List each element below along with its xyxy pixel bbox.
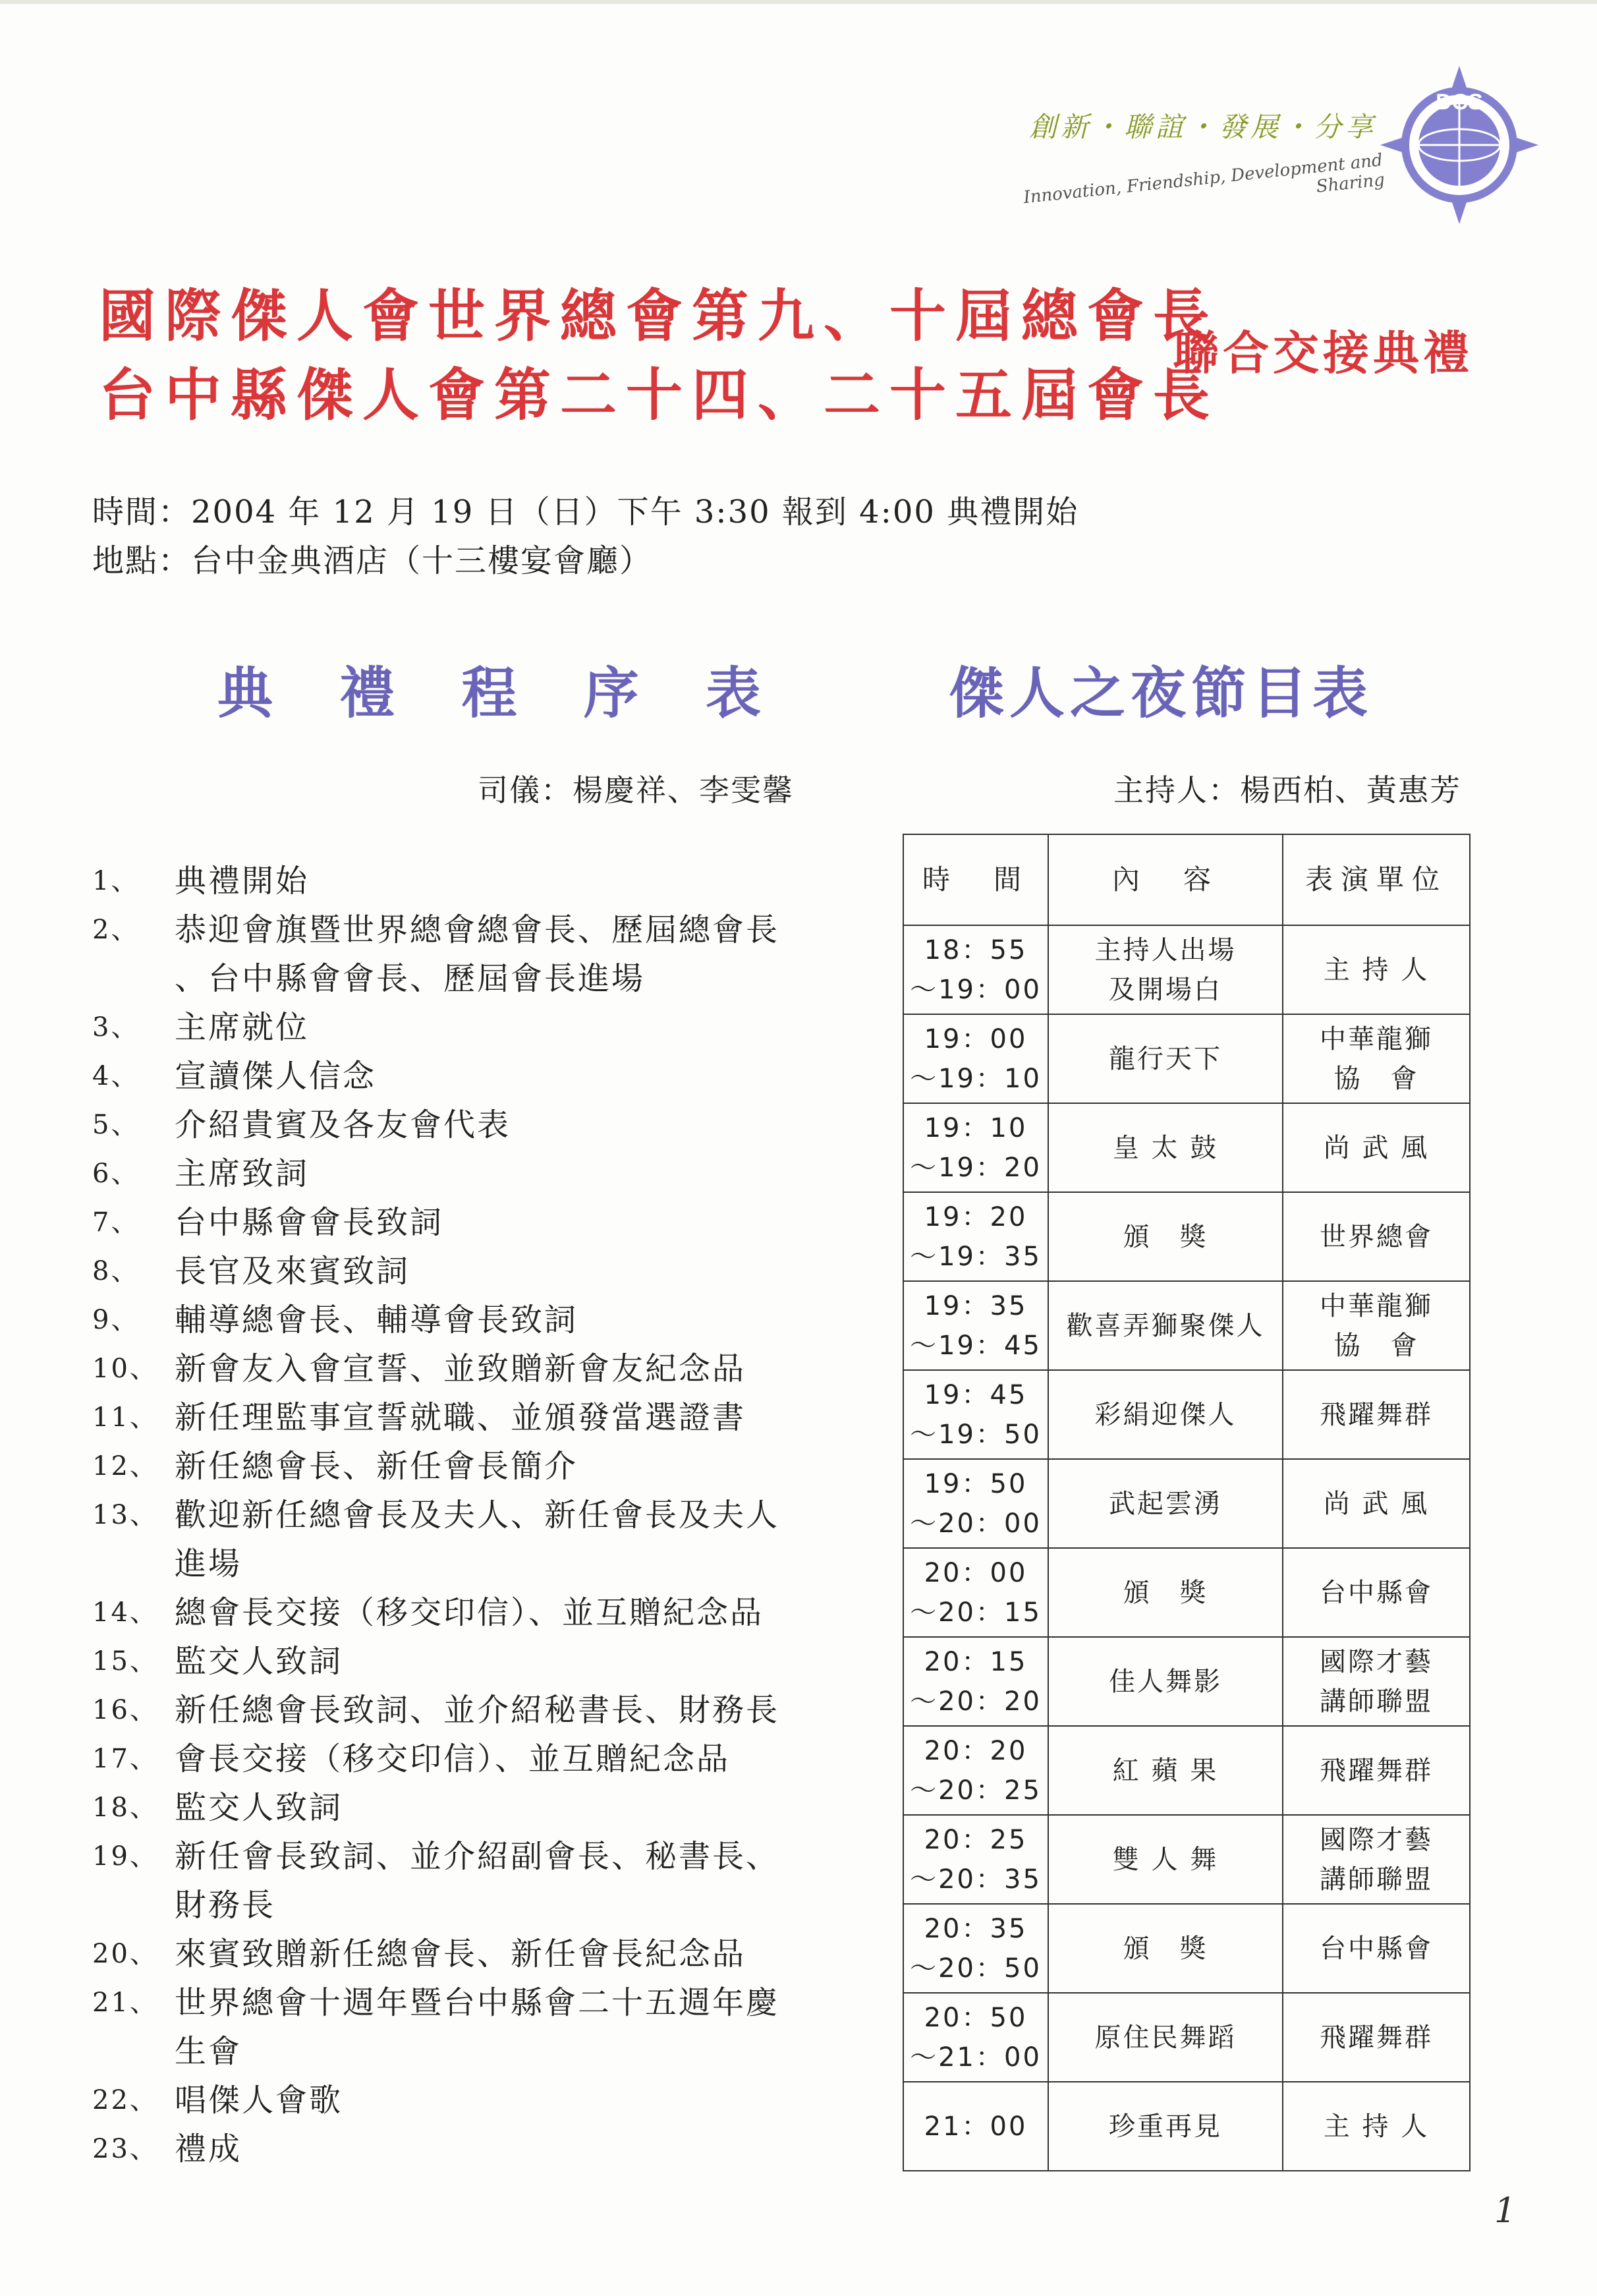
cell-performer: 世界總會: [1283, 1192, 1470, 1281]
cell-time: 20：25 ～20：35: [903, 1815, 1048, 1904]
top-edge-line: [0, 0, 1597, 4]
item-text: 財務長: [175, 1887, 276, 1924]
cell-content: 武起雲湧: [1048, 1459, 1283, 1548]
list-item: [92, 1149, 850, 1198]
item-number: 13、: [92, 1500, 158, 1530]
list-item: [92, 1637, 850, 1686]
list-item: [92, 1930, 850, 1978]
item-number: [92, 2027, 175, 2076]
cell-content: 頒 獎: [1048, 1192, 1283, 1281]
cell-content: 頒 獎: [1048, 1904, 1283, 1993]
cell-performer: 主 持 人: [1283, 925, 1470, 1014]
table-row: [903, 1014, 1470, 1103]
cell-time: 20：00 ～20：15: [903, 1548, 1048, 1637]
item-text: 世界總會十週年暨台中縣會二十五週年慶: [175, 1984, 780, 2021]
item-number: 12、: [92, 1451, 158, 1481]
cell-performer: 國際才藝 講師聯盟: [1283, 1815, 1470, 1904]
item-number: 3、: [92, 1012, 140, 1043]
item-number: 1、: [92, 866, 140, 896]
table-row: [903, 1726, 1470, 1815]
emcee-line: 司儀：楊慶祥、李雯馨: [478, 772, 794, 808]
evening-heading: 傑人之夜節目表: [949, 660, 1374, 726]
cell-performer: 台中縣會: [1283, 1548, 1470, 1637]
list-item: [92, 2027, 850, 2076]
table-row: [903, 1815, 1470, 1904]
list-item: [92, 1588, 850, 1637]
item-number: 9、: [92, 1305, 140, 1335]
table-row: [903, 1637, 1470, 1726]
item-text: 生會: [175, 2033, 242, 2070]
cell-content: 原住民舞蹈: [1048, 1993, 1283, 2082]
item-number: 22、: [92, 2085, 158, 2115]
item-text: 新任總會長致詞、並介紹秘書長、財務長: [175, 1692, 780, 1729]
item-text: 典禮開始: [175, 863, 310, 900]
item-number: 14、: [92, 1597, 158, 1628]
dcs-logo: [1380, 66, 1538, 224]
evening-schedule-table: [903, 834, 1471, 2171]
cell-performer: 中華龍獅 協 會: [1283, 1281, 1470, 1370]
cell-time: 19：00 ～19：10: [903, 1014, 1048, 1103]
ceremony-program-list: [92, 857, 850, 2173]
logo-text: DCS: [1436, 90, 1483, 115]
item-number: 23、: [92, 2134, 158, 2164]
cell-performer: 飛躍舞群: [1283, 1370, 1470, 1459]
cell-performer: 國際才藝 講師聯盟: [1283, 1637, 1470, 1726]
list-item: [92, 1832, 850, 1881]
title-line-1: 國際傑人會世界總會第九、十屆總會長: [99, 283, 1219, 349]
event-place: 地點：台中金典酒店（十三樓宴會廳）: [92, 542, 653, 579]
cell-performer: 尚 武 風: [1283, 1103, 1470, 1192]
cell-time: 19：10 ～19：20: [903, 1103, 1048, 1192]
title-ceremony-name: 聯合交接典禮: [1173, 326, 1473, 380]
item-text: 主席致詞: [175, 1155, 310, 1192]
table-row: [903, 2082, 1470, 2171]
item-number: 2、: [92, 915, 140, 945]
list-item: [92, 2076, 850, 2125]
list-item: [92, 954, 850, 1003]
table-row: [903, 1370, 1470, 1459]
list-item: [92, 1735, 850, 1783]
column-header-performer: 表演單位: [1283, 834, 1470, 925]
cell-time: 19：20 ～19：35: [903, 1192, 1048, 1281]
table-header-row: [903, 834, 1470, 925]
item-text: 進場: [175, 1545, 242, 1582]
list-item: [92, 1198, 850, 1247]
table-row: [903, 1103, 1470, 1192]
cell-time: 20：15 ～20：20: [903, 1637, 1048, 1726]
cell-content: 彩絹迎傑人: [1048, 1370, 1283, 1459]
item-number: 16、: [92, 1695, 158, 1725]
cell-time: 20：50 ～21：00: [903, 1993, 1048, 2082]
cell-time: 20：20 ～20：25: [903, 1726, 1048, 1815]
list-item: [92, 1539, 850, 1588]
item-text: 禮成: [175, 2131, 242, 2167]
cell-performer: 飛躍舞群: [1283, 1993, 1470, 2082]
list-item: [92, 1052, 850, 1101]
list-item: [92, 905, 850, 954]
cell-time: 19：35 ～19：45: [903, 1281, 1048, 1370]
ceremony-heading: 典 禮 程 序 表: [217, 660, 785, 726]
list-item: [92, 1686, 850, 1735]
item-text: 新會友入會宣誓、並致贈新會友紀念品: [175, 1350, 746, 1387]
item-text: 主席就位: [175, 1009, 310, 1046]
table-row: [903, 1192, 1470, 1281]
evening-host-line: 主持人：楊西柏、黃惠芳: [1113, 772, 1461, 808]
cell-time: 19：45 ～19：50: [903, 1370, 1048, 1459]
item-text: 歡迎新任總會長及夫人、新任會長及夫人: [175, 1497, 780, 1534]
column-header-content: 內 容: [1048, 834, 1283, 925]
cell-content: 珍重再見: [1048, 2082, 1283, 2171]
cell-content: 頒 獎: [1048, 1548, 1283, 1637]
cell-content: 雙 人 舞: [1048, 1815, 1283, 1904]
table-row: [903, 1459, 1470, 1548]
column-header-time: 時 間: [903, 834, 1048, 925]
title-line-2: 台中縣傑人會第二十四、二十五屆會長: [99, 362, 1219, 428]
item-text: 唱傑人會歌: [175, 2082, 343, 2119]
list-item: [92, 857, 850, 905]
list-item: [92, 1978, 850, 2027]
cell-content: 佳人舞影: [1048, 1637, 1283, 1726]
list-item: [92, 1393, 850, 1442]
cell-content: 主持人出場 及開場白: [1048, 925, 1283, 1014]
list-item: [92, 1783, 850, 1832]
table-row: [903, 1281, 1470, 1370]
item-text: 總會長交接（移交印信）、並互贈紀念品: [175, 1594, 764, 1631]
cell-performer: 台中縣會: [1283, 1904, 1470, 1993]
item-number: 21、: [92, 1988, 158, 2018]
item-number: 6、: [92, 1159, 140, 1189]
cell-performer: 中華龍獅 協 會: [1283, 1014, 1470, 1103]
cell-time: 19：50 ～20：00: [903, 1459, 1048, 1548]
item-text: 監交人致詞: [175, 1789, 343, 1826]
motto-chinese: 創新・聯誼・發展・分享: [1028, 111, 1377, 143]
list-item: [92, 2125, 850, 2173]
item-number: 4、: [92, 1061, 140, 1091]
list-item: [92, 1491, 850, 1539]
item-number: 10、: [92, 1354, 158, 1384]
item-number: [92, 1539, 175, 1588]
list-item: [92, 1247, 850, 1296]
cell-performer: 尚 武 風: [1283, 1459, 1470, 1548]
page-number: 1: [1494, 2191, 1517, 2231]
list-item: [92, 1442, 850, 1491]
cell-time: 21：00: [903, 2082, 1048, 2171]
table-row: [903, 925, 1470, 1014]
motto-english: Innovation, Friendship, Development and Sharing: [1023, 150, 1386, 208]
item-number: 8、: [92, 1256, 140, 1286]
cell-content: 歡喜弄獅聚傑人: [1048, 1281, 1283, 1370]
table-row: [903, 1548, 1470, 1637]
cell-content: 紅 蘋 果: [1048, 1726, 1283, 1815]
event-time: 時間：2004 年 12 月 19 日（日）下午 3:30 報到 4:00 典禮開始: [92, 494, 1079, 531]
cell-content: 皇 太 鼓: [1048, 1103, 1283, 1192]
item-number: 5、: [92, 1110, 140, 1140]
item-text: 恭迎會旗暨世界總會總會長、歷屆總會長: [175, 911, 780, 948]
list-item: [92, 1881, 850, 1930]
item-text: 來賓致贈新任總會長、新任會長紀念品: [175, 1936, 746, 1972]
item-number: 20、: [92, 1939, 158, 1969]
cell-time: 20：35 ～20：50: [903, 1904, 1048, 1993]
table-row: [903, 1993, 1470, 2082]
item-number: [92, 1881, 175, 1930]
item-text: 會長交接（移交印信）、並互贈紀念品: [175, 1740, 731, 1777]
item-number: 7、: [92, 1207, 140, 1238]
cell-performer: 主 持 人: [1283, 2082, 1470, 2171]
item-text: 新任總會長、新任會長簡介: [175, 1448, 578, 1485]
item-text: 新任理監事宣誓就職、並頒發當選證書: [175, 1399, 746, 1436]
item-text: 長官及來賓致詞: [175, 1253, 410, 1290]
list-item: [92, 1296, 850, 1344]
item-text: 輔導總會長、輔導會長致詞: [175, 1302, 578, 1338]
list-item: [92, 1344, 850, 1393]
item-number: 19、: [92, 1841, 158, 1872]
item-text: 台中縣會會長致詞: [175, 1204, 444, 1241]
item-text: 介紹貴賓及各友會代表: [175, 1106, 511, 1143]
item-number: 11、: [92, 1402, 158, 1433]
list-item: [92, 1101, 850, 1149]
item-text: 監交人致詞: [175, 1643, 343, 1680]
item-text: 、台中縣會會長、歷屆會長進場: [175, 960, 646, 997]
item-text: 宣讀傑人信念: [175, 1058, 377, 1095]
cell-performer: 飛躍舞群: [1283, 1726, 1470, 1815]
item-text: 新任會長致詞、並介紹副會長、秘書長、: [175, 1838, 780, 1875]
item-number: 15、: [92, 1646, 158, 1677]
item-number: 18、: [92, 1793, 158, 1823]
list-item: [92, 1003, 850, 1052]
item-number: 17、: [92, 1744, 158, 1774]
item-number: [92, 954, 175, 1003]
cell-content: 龍行天下: [1048, 1014, 1283, 1103]
table-row: [903, 1904, 1470, 1993]
cell-time: 18：55 ～19：00: [903, 925, 1048, 1014]
